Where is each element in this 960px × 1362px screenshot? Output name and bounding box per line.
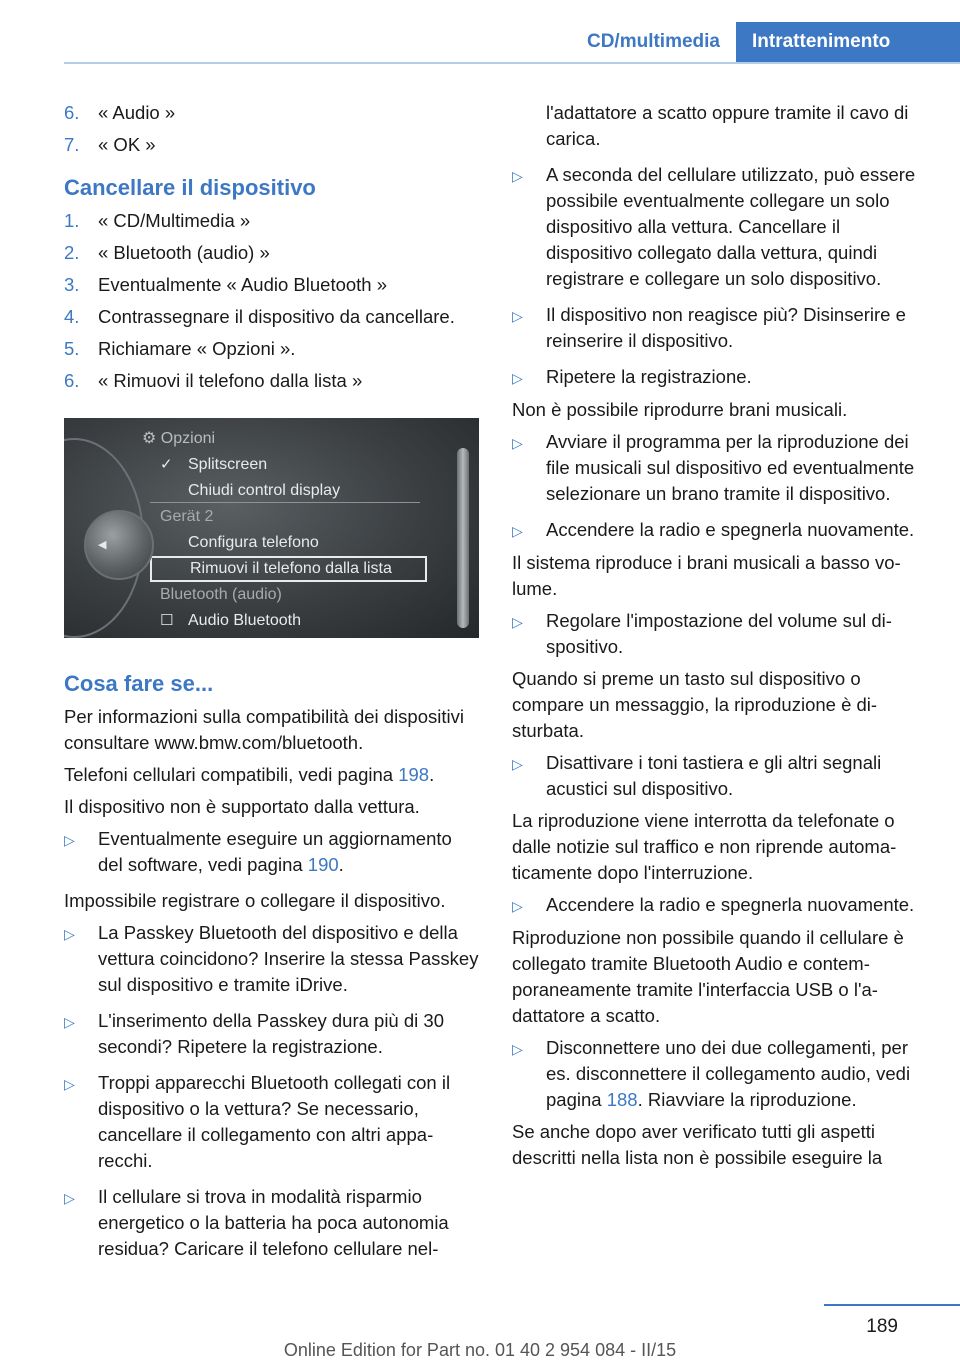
bullet-item xyxy=(64,920,479,998)
bullet-text: Avviare il programma per la riproduzione dei file musicali sul dispositivo ed eventualmente selezionare un brano tramite il dispositivo. xyxy=(546,431,915,504)
paragraph: Per informazioni sulla compatibilità dei dispositivi consultare www.bmw.com/bluetooth. xyxy=(64,706,464,753)
text: . xyxy=(429,764,435,785)
bullet-triangle-icon: ▷ xyxy=(512,614,523,630)
bullet-item xyxy=(64,1070,479,1174)
step-number: 4. xyxy=(64,306,80,327)
left-column xyxy=(64,100,479,1272)
options-menu xyxy=(150,452,427,634)
menu-item-configure-phone[interactable] xyxy=(150,530,427,556)
menu-item-label: Chiudi control display xyxy=(188,482,341,499)
bullet-text: Eventualmente eseguire un aggiornamento del software, vedi pagina 190. xyxy=(98,828,452,875)
options-menu-title xyxy=(142,428,215,448)
paragraph: La riproduzione viene interrotta da telefonate o dalle notizie sul traffico e non riprende automaticamente dopo l'interruzione. xyxy=(512,810,897,883)
checkmark-icon: ✓ xyxy=(160,456,173,473)
bullet-triangle-icon: ▷ xyxy=(512,370,523,386)
menu-item-remove-phone[interactable] xyxy=(150,556,427,582)
step-text: « Rimuovi il telefono dalla lista » xyxy=(98,370,363,391)
step-item xyxy=(64,304,479,330)
paragraph: Il sistema riproduce i brani musicali a basso volume. xyxy=(512,552,901,599)
bullet-continuation xyxy=(512,100,928,152)
menu-item-splitscreen[interactable] xyxy=(150,452,427,478)
bullet-triangle-icon: ▷ xyxy=(512,435,523,451)
menu-item-label: Audio Bluetooth xyxy=(188,612,301,629)
options-gear-icon: ⚙ xyxy=(142,430,161,447)
paragraph: Se anche dopo aver verificato tutti gli aspetti descritti nella lista non è possibile eseguire la xyxy=(512,1121,883,1168)
bullet-triangle-icon: ▷ xyxy=(64,1190,75,1206)
bullet-item xyxy=(64,826,479,878)
page-header xyxy=(64,22,960,62)
bullet-triangle-icon: ▷ xyxy=(64,832,75,848)
bullet-item xyxy=(64,1184,479,1262)
bullet-triangle-icon: ▷ xyxy=(64,1014,75,1030)
bullet-text: Il dispositivo non reagisce più? Disinserire e reinserire il dispositivo. xyxy=(546,304,906,351)
step-number: 6. xyxy=(64,102,80,123)
page-number: 189 xyxy=(866,1316,898,1337)
step-item xyxy=(64,240,479,266)
bullet-triangle-icon: ▷ xyxy=(512,308,523,324)
bullet-item xyxy=(64,1008,479,1060)
step-number: 2. xyxy=(64,242,80,263)
options-title-text: Opzioni xyxy=(160,430,216,447)
menu-section-label: Bluetooth (audio) xyxy=(160,586,282,603)
step-number: 6. xyxy=(64,370,80,391)
paragraph: Quando si preme un tasto sul dispositivo o compare un messaggio, la riproduzione è disturbata. xyxy=(512,668,878,741)
step-text: « CD/Multimedia » xyxy=(98,210,251,231)
bullet-text: L'inserimento della Passkey dura più di 30 secondi? Ripetere la registrazione. xyxy=(98,1010,444,1057)
bullet-item xyxy=(512,517,928,544)
paragraph: Non è possibile riprodurre brani musicali. xyxy=(512,399,848,420)
bullet-triangle-icon: ▷ xyxy=(512,898,523,914)
paragraph xyxy=(64,762,479,788)
footer-divider xyxy=(824,1304,960,1306)
bullet-item xyxy=(512,1035,928,1113)
bullet-item xyxy=(512,364,928,391)
menu-section-device-2 xyxy=(150,504,427,530)
step-text: « OK » xyxy=(98,134,156,155)
menu-section-bluetooth-audio xyxy=(150,582,427,608)
menu-item-label: Configura telefono xyxy=(188,534,319,551)
bullet-item xyxy=(512,750,928,802)
text: Telefoni cellulari compatibili, vedi pagina xyxy=(64,764,399,785)
left-arrow-icon: ◀ xyxy=(98,539,107,551)
page-link-188[interactable]: 188 xyxy=(606,1089,638,1110)
step-text: Richiamare « Opzioni ». xyxy=(98,338,296,359)
bullet-item xyxy=(512,429,928,507)
bullet-text: Accendere la radio e spegnerla nuovamente. xyxy=(546,894,915,915)
bullet-triangle-icon: ▷ xyxy=(512,523,523,539)
step-number: 5. xyxy=(64,338,80,359)
bullet-item xyxy=(512,892,928,919)
step-item xyxy=(64,100,479,126)
menu-item-label: Splitscreen xyxy=(188,456,268,473)
step-text: Contrassegnare il dispositivo da cancellare. xyxy=(98,306,455,327)
step-text: Eventualmente « Audio Bluetooth » xyxy=(98,274,388,295)
menu-section-label: Gerät 2 xyxy=(160,508,214,525)
page-link-198[interactable]: 198 xyxy=(398,764,430,785)
checkbox-icon: ☐ xyxy=(160,612,174,629)
paragraph: Il dispositivo non è supportato dalla vettura. xyxy=(64,796,420,817)
bullet-text: Accendere la radio e spegnerla nuovamente. xyxy=(546,519,915,540)
step-item xyxy=(64,272,479,298)
idrive-options-screenshot xyxy=(64,418,479,638)
bullet-text: La Passkey Bluetooth del dispositivo e della vettura coincidono? Inserire la stessa Passkey sul dispositivo e tramite iDrive. xyxy=(98,922,479,995)
bullet-text: Ripetere la registrazione. xyxy=(546,366,752,387)
bullet-text: Il cellulare si trova in modalità risparmio energetico o la batteria ha poca autonomia residua? Caricare il telefono cellulare nel- xyxy=(98,1186,449,1259)
bullet-triangle-icon: ▷ xyxy=(64,1076,75,1092)
bullet-triangle-icon: ▷ xyxy=(512,1041,523,1057)
step-number: 7. xyxy=(64,134,80,155)
bullet-text: Troppi apparecchi Bluetooth collegati con il dispositivo o la vettura? Se necessario, cancellare il collegamento con altri apparecchi. xyxy=(98,1072,451,1171)
bullet-text: l'adattatore a scatto oppure tramite il cavo di carica. xyxy=(546,102,909,149)
bullet-text: A seconda del cellulare utilizzato, può essere possibile eventualmente collegare un solo dispositivo alla vettura. Cancellare il dispositivo collegato dalla vettura, quindi registrare e collegare un solo dispositivo. xyxy=(546,164,916,289)
header-chapter-tab[interactable]: Intrattenimento xyxy=(736,22,960,62)
step-text: « Bluetooth (audio) » xyxy=(98,242,270,263)
bullet-text: Disconnettere uno dei due collegamenti, per es. disconnettere il collegamento audio, vedi pagina 188. Riavviare la riproduzione. xyxy=(546,1037,911,1110)
step-text: « Audio » xyxy=(98,102,176,123)
section-heading-troubleshooting: Cosa fare se... xyxy=(64,671,214,696)
bullet-item xyxy=(512,608,928,660)
paragraph: Impossibile registrare o collegare il dispositivo. xyxy=(64,890,446,911)
step-item xyxy=(64,132,479,158)
menu-item-close-display[interactable] xyxy=(150,478,427,504)
right-column xyxy=(512,100,928,1177)
bullet-item xyxy=(512,302,928,354)
bullet-item xyxy=(512,162,928,292)
footer-edition-text: Online Edition for Part no. 01 40 2 954 084 - II/15 xyxy=(283,1340,677,1360)
menu-separator xyxy=(150,502,420,503)
menu-item-label: Rimuovi il telefono dalla lista xyxy=(190,560,392,577)
step-item xyxy=(64,208,479,234)
controller-knob xyxy=(84,510,154,580)
menu-scrollbar xyxy=(457,448,469,628)
page-link-190[interactable]: 190 xyxy=(307,854,339,875)
bullet-text: Regolare l'impostazione del volume sul dispositivo. xyxy=(546,610,892,657)
header-divider xyxy=(64,62,960,64)
bullet-triangle-icon: ▷ xyxy=(512,756,523,772)
header-section-tab[interactable]: CD/multimedia xyxy=(586,31,720,52)
paragraph: Riproduzione non possibile quando il cellulare è collegato tramite Bluetooth Audio e contemporaneamente tramite l'interfaccia USB o l'adattatore a scatto. xyxy=(512,927,904,1026)
step-item xyxy=(64,368,479,394)
bullet-text: Disattivare i toni tastiera e gli altri segnali acustici sul dispositivo. xyxy=(546,752,882,799)
step-number: 3. xyxy=(64,274,80,295)
bullet-triangle-icon: ▷ xyxy=(512,168,523,184)
menu-item-audio-bluetooth[interactable] xyxy=(150,608,427,634)
step-number: 1. xyxy=(64,210,80,231)
section-heading-delete-device: Cancellare il dispositivo xyxy=(64,175,316,200)
bullet-triangle-icon: ▷ xyxy=(64,926,75,942)
step-item xyxy=(64,336,479,362)
